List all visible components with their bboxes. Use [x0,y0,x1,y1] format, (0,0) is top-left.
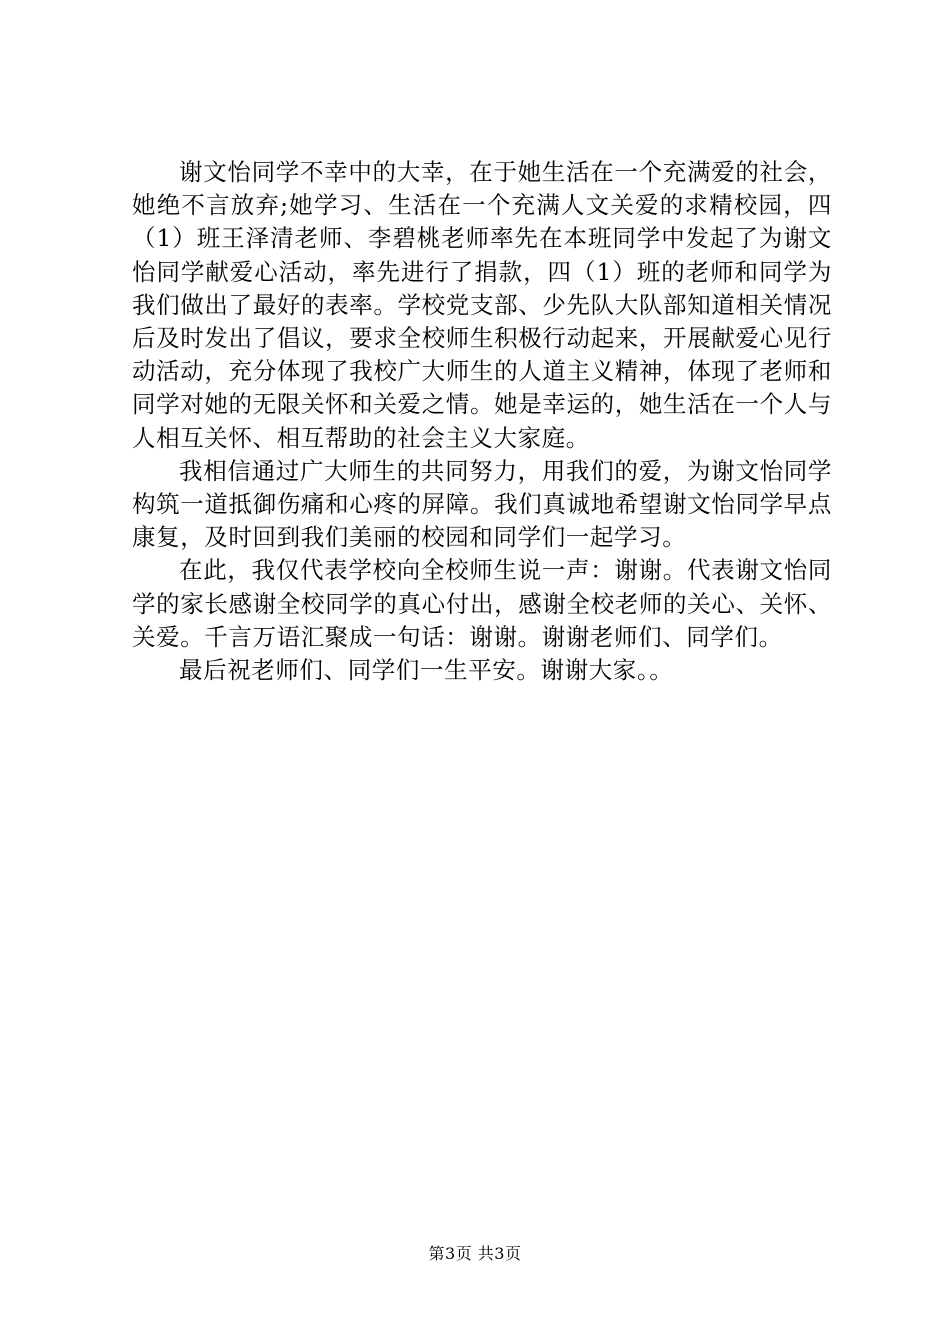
paragraph-1: 谢文怡同学不幸中的大幸，在于她生活在一个充满爱的社会，她绝不言放弃;她学习、生活在一个充满人文关爱的求精校园，四（1）班王泽清老师、李碧桃老师率先在本班同学中发起了为谢文怡同学献爱心活动，率先进行了捐款，四（1）班的老师和同学为我们做出了最好的表率。学校党支部、少先队大队部知道相关情况后及时发出了倡议，要求全校师生积极行动起来，开展献爱心见行动活动，充分体现了我校广大师生的人道主义精神，体现了老师和同学对她的无限关怀和关爱之情。她是幸运的，她生活在一个人与人相互关怀、相互帮助的社会主义大家庭。 [132,158,832,452]
paragraph-2: 我相信通过广大师生的共同努力，用我们的爱，为谢文怡同学构筑一道抵御伤痛和心疼的屏障。我们真诚地希望谢文怡同学早点康复，及时回到我们美丽的校园和同学们一起学习。 [132,456,832,552]
paragraph-3: 在此，我仅代表学校向全校师生说一声：谢谢。代表谢文怡同学的家长感谢全校同学的真心付出，感谢全校老师的关心、关怀、关爱。千言万语汇聚成一句话：谢谢。谢谢老师们、同学们。 [132,556,832,651]
document-body [132,156,832,687]
paragraph-4: 最后祝老师们、同学们一生平安。谢谢大家。。 [179,656,674,685]
page-footer [0,1244,950,1264]
page-number-label: 第3页 共3页 [428,1244,522,1263]
